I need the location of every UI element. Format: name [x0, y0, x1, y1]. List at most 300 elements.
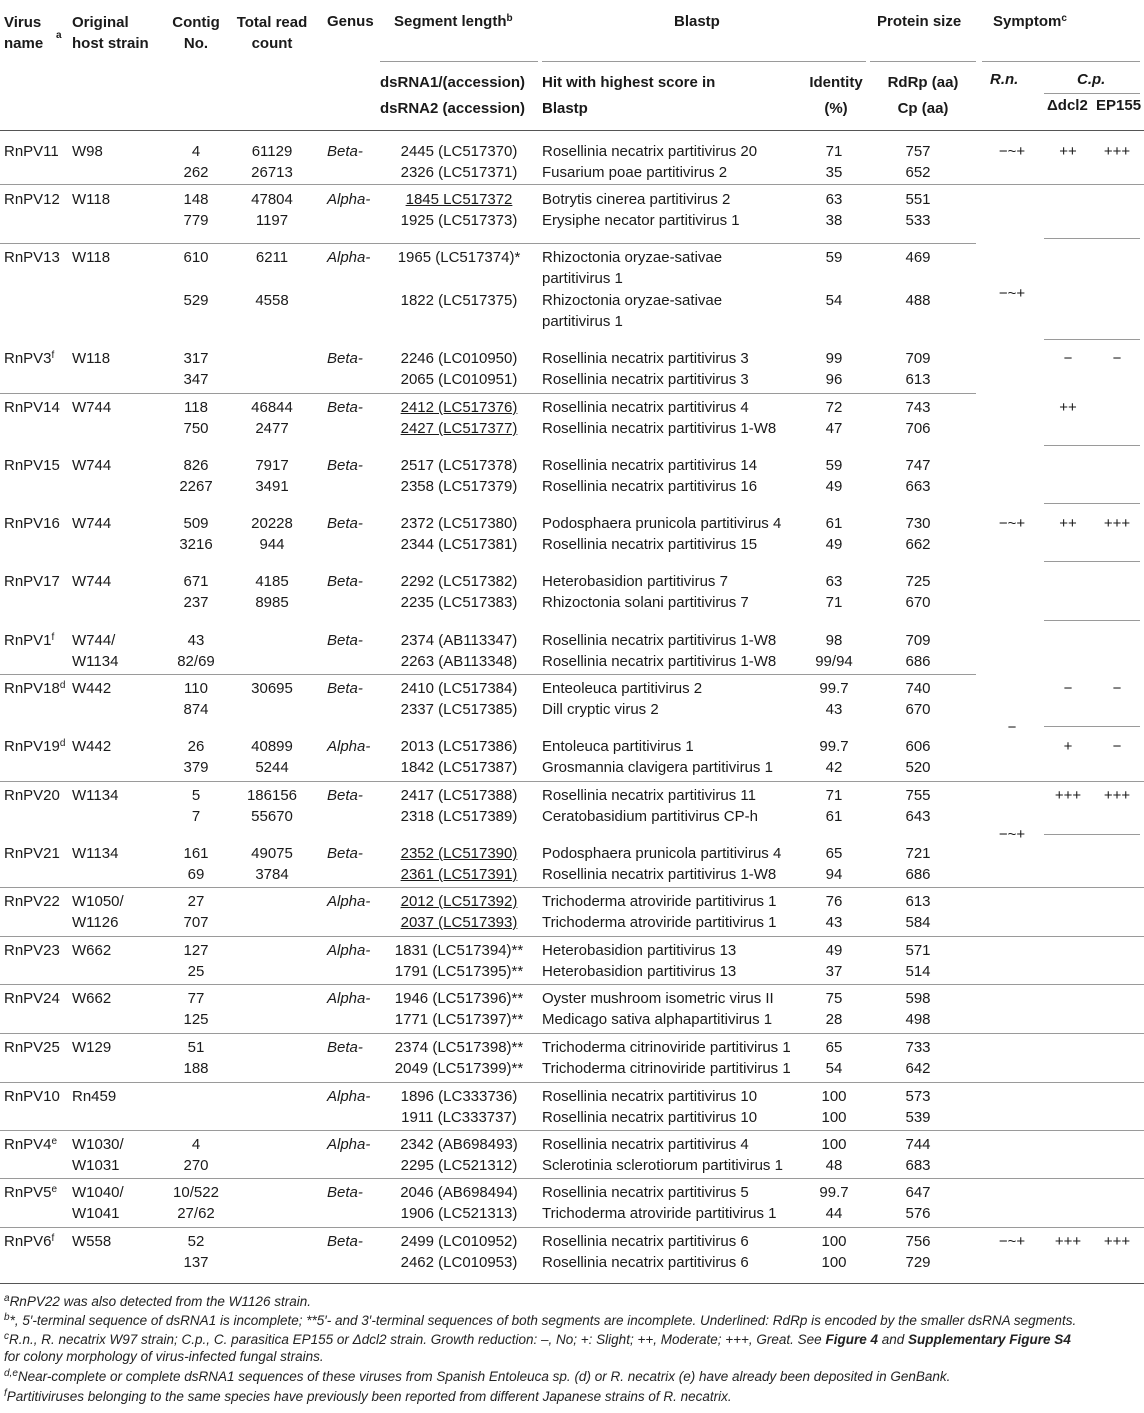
protein-size-rdrp: 551 — [905, 191, 931, 208]
blastp-hit-2: Rosellinia necatrix partitivirus 1-W8 — [542, 653, 777, 670]
segment-length-2: 2318 (LC517389) — [400, 808, 518, 825]
protein-size-cp: 662 — [905, 536, 931, 553]
protein-size-cp: 706 — [905, 420, 931, 437]
virus-name-rnpv10: RnPV10 — [4, 1088, 60, 1105]
blastp-hit-2: Dill cryptic virus 2 — [542, 701, 659, 718]
read-count-1: 47804 — [251, 191, 293, 208]
identity-2: 37 — [825, 963, 843, 980]
protein-size-cp: 539 — [905, 1109, 931, 1126]
segment-length-1: 2412 (LC517376) — [400, 399, 518, 416]
contig-2: 237 — [183, 594, 209, 611]
symptom-rn-group5: −~+ — [998, 826, 1026, 843]
virus-name-rnpv17: RnPV17 — [4, 573, 60, 590]
contig-2: 137 — [183, 1254, 209, 1271]
protein-size-cp: 520 — [905, 759, 931, 776]
host-strain: W1050/ — [72, 893, 124, 910]
genus: Alpha- — [327, 1088, 371, 1105]
identity-1: 59 — [825, 249, 843, 266]
read-count-1: 61129 — [251, 143, 293, 160]
blastp-hit-1: Rosellinia necatrix partitivirus 4 — [542, 399, 749, 416]
segment-length-2: 1906 (LC521313) — [400, 1205, 518, 1222]
host-strain: W662 — [72, 990, 112, 1007]
genus: Alpha- — [327, 942, 371, 959]
symptom-dcl2-rnpv3: − — [1063, 350, 1073, 367]
contig-2: 270 — [183, 1157, 209, 1174]
header-virus-name: Virus name a — [4, 14, 62, 52]
protein-size-cp: 642 — [905, 1060, 931, 1077]
blastp-hit-1: Rosellinia necatrix partitivirus 20 — [542, 143, 758, 160]
genus: Beta- — [327, 457, 363, 474]
virus-name-rnpv3: RnPV3$^f$ — [4, 350, 55, 367]
segment-length-2: 2235 (LC517383) — [400, 594, 518, 611]
segment-length-1: 2445 (LC517370) — [400, 143, 518, 160]
genus: Beta- — [327, 1039, 363, 1056]
virus-name-rnpv5: RnPV5e — [4, 1184, 58, 1201]
contig-2: 347 — [183, 371, 209, 388]
identity-1: 99.7 — [819, 680, 849, 697]
genus: Beta- — [327, 1233, 363, 1250]
virus-name-rnpv20: RnPV20 — [4, 787, 60, 804]
virus-name-rnpv25: RnPV25 — [4, 1039, 60, 1056]
protein-size-rdrp: 740 — [905, 680, 931, 697]
identity-2: 49 — [825, 536, 843, 553]
genus: Alpha- — [327, 738, 371, 755]
protein-size-rdrp: 571 — [905, 942, 931, 959]
host-strain-2: W1041 — [72, 1205, 120, 1222]
blastp-hit-1: Rosellinia necatrix partitivirus 5 — [542, 1184, 749, 1201]
genus: Beta- — [327, 845, 363, 862]
protein-size-cp: 729 — [905, 1254, 931, 1271]
header-identity: Identity (%) — [809, 74, 863, 117]
contig-2: 262 — [183, 164, 209, 181]
host-strain: W662 — [72, 942, 112, 959]
contig-1: 110 — [184, 680, 208, 697]
contig-1: 51 — [187, 1039, 205, 1056]
blastp-hit-1: Heterobasidion partitivirus 7 — [542, 573, 728, 590]
contig-1: 10/522 — [173, 1184, 219, 1201]
symptom-dcl2-rnpv14: ++ — [1059, 399, 1077, 416]
read-count-1: 30695 — [251, 680, 293, 697]
read-count-1: 46844 — [251, 399, 293, 416]
genus: Beta- — [327, 787, 363, 804]
symptom-ep155-rnpv20: +++ — [1103, 787, 1131, 804]
read-count-1: 6211 — [255, 249, 289, 266]
identity-1: 99.7 — [819, 738, 849, 755]
symptom-dcl2-rnpv16: ++ — [1059, 515, 1077, 532]
segment-length-2: 2358 (LC517379) — [400, 478, 518, 495]
header-genus: Genus — [327, 13, 374, 30]
identity-1: 100 — [821, 1136, 847, 1153]
contig-2: 7 — [191, 808, 201, 825]
read-count-2: 3784 — [255, 866, 289, 883]
genus: Beta- — [327, 143, 363, 160]
contig-2: 3216 — [179, 536, 213, 553]
contig-2: 69 — [187, 866, 205, 883]
identity-1: 63 — [825, 573, 843, 590]
blastp-hit-2b: partitivirus 1 — [542, 313, 623, 330]
segment-length-2: 2065 (LC010951) — [400, 371, 518, 388]
segment-length-1: 2013 (LC517386) — [400, 738, 518, 755]
segment-length-2: 1822 (LC517375) — [400, 292, 518, 309]
blastp-hit-2: Rosellinia necatrix partitivirus 3 — [542, 371, 749, 388]
blastp-hit-1: Rosellinia necatrix partitivirus 3 — [542, 350, 749, 367]
identity-1: 98 — [825, 632, 843, 649]
blastp-hit-2: Heterobasidion partitivirus 13 — [542, 963, 737, 980]
genus: Alpha- — [327, 893, 371, 910]
virus-name-rnpv11: RnPV11 — [4, 143, 59, 160]
read-count-1: 4185 — [255, 573, 289, 590]
identity-2: 54 — [825, 1060, 843, 1077]
genus: Beta- — [327, 632, 363, 649]
segment-length-2: 1771 (LC517397)** — [394, 1011, 524, 1028]
segment-length-1: 2417 (LC517388) — [400, 787, 518, 804]
symptom-rn-group2: −~+ — [998, 285, 1026, 302]
identity-2: 49 — [825, 478, 843, 495]
blastp-hit-1: Entoleuca partitivirus 1 — [542, 738, 694, 755]
footnote-c-cont: for colony morphology of virus-infected fungal strains. — [4, 1349, 324, 1364]
symptom-ep155-rnpv16: +++ — [1103, 515, 1131, 532]
contig-1: 27 — [187, 893, 205, 910]
symptom-rn-group3: −~+ — [998, 515, 1026, 532]
identity-1: 76 — [825, 893, 843, 910]
virus-name-rnpv21: RnPV21 — [4, 845, 60, 862]
blastp-hit-2: Rosellinia necatrix partitivirus 1-W8 — [542, 866, 777, 883]
symptom-ep155-rnpv3: − — [1112, 350, 1122, 367]
protein-size-rdrp: 747 — [905, 457, 931, 474]
header-cp-host: C.p. — [1077, 71, 1106, 88]
header-segment-length: Segment length$^b$ — [394, 13, 513, 30]
protein-size-rdrp: 730 — [905, 515, 931, 532]
symptom-dcl2-rnpv18: − — [1063, 680, 1073, 697]
blastp-hit-2: Sclerotinia sclerotiorum partitivirus 1 — [542, 1157, 783, 1174]
contig-2: 188 — [183, 1060, 209, 1077]
blastp-hit-1: Podosphaera prunicola partitivirus 4 — [542, 515, 782, 532]
protein-size-cp: 663 — [905, 478, 931, 495]
identity-1: 61 — [825, 515, 843, 532]
host-strain: W744 — [72, 515, 112, 532]
protein-size-cp: 670 — [905, 594, 931, 611]
blastp-hit-1: Rosellinia necatrix partitivirus 1-W8 — [542, 632, 777, 649]
protein-size-rdrp: 613 — [905, 893, 931, 910]
protein-size-rdrp: 744 — [905, 1136, 931, 1153]
segment-length-2: 1911 (LC333737) — [401, 1109, 517, 1126]
segment-length-2: 2462 (LC010953) — [400, 1254, 518, 1271]
contig-1: 43 — [187, 632, 205, 649]
contig-2: 25 — [187, 963, 205, 980]
protein-size-cp: 686 — [905, 653, 931, 670]
segment-length-2: 2326 (LC517371) — [400, 164, 518, 181]
virus-name-rnpv18: RnPV18$^d$ — [4, 680, 66, 697]
read-count-1: 40899 — [251, 738, 293, 755]
header-ep155: EP155 — [1096, 97, 1142, 114]
virus-name-rnpv22: RnPV22 — [4, 893, 60, 910]
segment-length-1: 2046 (AB698494) — [400, 1184, 518, 1201]
identity-2: 100 — [821, 1254, 847, 1271]
host-strain: W98 — [72, 143, 103, 160]
read-count-2: 1197 — [255, 212, 289, 229]
segment-length-1: 2410 (LC517384) — [400, 680, 518, 697]
read-count-2: 55670 — [251, 808, 293, 825]
blastp-hit-2: Ceratobasidium partitivirus CP-h — [542, 808, 758, 825]
contig-2: 2267 — [179, 478, 213, 495]
symptom-dcl2-rnpv11: ++ — [1059, 143, 1077, 160]
blastp-hit-1: Rosellinia necatrix partitivirus 11 — [542, 787, 756, 804]
contig-2: 82/69 — [177, 653, 215, 670]
symptom-dcl2-rnpv6: +++ — [1054, 1233, 1082, 1250]
protein-size-rdrp: 755 — [905, 787, 931, 804]
identity-2: 48 — [825, 1157, 843, 1174]
segment-length-2: 2037 (LC517393) — [400, 914, 518, 931]
identity-1: 99 — [825, 350, 843, 367]
read-count-2: 4558 — [255, 292, 289, 309]
host-strain: W744 — [72, 573, 112, 590]
header-rn: R.n. — [990, 71, 1019, 88]
virus-name-rnpv6: RnPV6$^f$ — [4, 1233, 55, 1250]
genus: Beta- — [327, 573, 363, 590]
contig-2: 379 — [183, 759, 209, 776]
identity-1: 65 — [825, 845, 843, 862]
identity-2: 35 — [825, 164, 843, 181]
header-dsrna: dsRNA1/(accession) dsRNA2 (accession) — [380, 74, 526, 117]
protein-size-cp: 576 — [905, 1205, 931, 1222]
segment-length-1: 2342 (AB698493) — [400, 1136, 518, 1153]
host-strain-2: W1031 — [72, 1157, 120, 1174]
genus: Beta- — [327, 399, 363, 416]
protein-size-rdrp: 743 — [905, 399, 931, 416]
read-count-2: 3491 — [255, 478, 289, 495]
blastp-hit-1: Rosellinia necatrix partitivirus 14 — [542, 457, 758, 474]
segment-length-2: 2049 (LC517399)** — [394, 1060, 524, 1077]
virus-name-rnpv12: RnPV12 — [4, 191, 60, 208]
segment-length-1: 2246 (LC010950) — [400, 350, 518, 367]
symptom-rn-group4: − — [1007, 719, 1017, 736]
contig-2: 125 — [183, 1011, 209, 1028]
segment-length-1: 1845 LC517372 — [405, 191, 513, 208]
protein-size-cp: 498 — [905, 1011, 931, 1028]
host-strain: W1030/ — [72, 1136, 124, 1153]
blastp-hit-2: Trichoderma citrinoviride partitivirus 1 — [542, 1060, 791, 1077]
protein-size-rdrp: 721 — [905, 845, 931, 862]
segment-length-2: 2361 (LC517391) — [400, 866, 518, 883]
identity-2: 100 — [821, 1109, 847, 1126]
blastp-hit-1: Rosellinia necatrix partitivirus 4 — [542, 1136, 749, 1153]
blastp-hit-1: Rosellinia necatrix partitivirus 10 — [542, 1088, 758, 1105]
read-count-2: 26713 — [251, 164, 293, 181]
blastp-hit-2: Trichoderma atroviride partitivirus 1 — [542, 914, 777, 931]
protein-size-rdrp: 647 — [905, 1184, 931, 1201]
header-blastp: Blastp — [674, 13, 720, 30]
contig-1: 52 — [187, 1233, 205, 1250]
header-hit: Hit with highest score in Blastp — [542, 74, 716, 117]
blastp-hit-2: Rhizoctonia solani partitivirus 7 — [542, 594, 749, 611]
blastp-hit-2: Rosellinia necatrix partitivirus 16 — [542, 478, 758, 495]
segment-length-1: 1946 (LC517396)** — [394, 990, 524, 1007]
blastp-hit-2: Rosellinia necatrix partitivirus 15 — [542, 536, 758, 553]
footnote-f: $^f$Partitiviruses belonging to the same species have previously been reported from different Japanese strains of R. necatrix. — [4, 1388, 732, 1404]
protein-size-cp: 683 — [905, 1157, 931, 1174]
segment-length-2: 1925 (LC517373) — [400, 212, 518, 229]
symptom-ep155-rnpv6: +++ — [1103, 1233, 1131, 1250]
contig-1: 4 — [191, 143, 201, 160]
genus: Alpha- — [327, 990, 371, 1007]
host-strain: W1134 — [72, 845, 119, 862]
host-strain: W1040/ — [72, 1184, 124, 1201]
symptom-dcl2-rnpv19: + — [1063, 738, 1073, 755]
host-strain: W442 — [72, 738, 112, 755]
virus-name-rnpv16: RnPV16 — [4, 515, 60, 532]
blastp-hit-1b: partitivirus 1 — [542, 270, 623, 287]
identity-2: 38 — [825, 212, 843, 229]
protein-size-rdrp: 725 — [905, 573, 931, 590]
contig-2: 529 — [183, 292, 209, 309]
contig-1: 826 — [183, 457, 209, 474]
virus-name-rnpv14: RnPV14 — [4, 399, 60, 416]
blastp-hit-1: Botrytis cinerea partitivirus 2 — [542, 191, 731, 208]
blastp-hit-2: Grosmannia clavigera partitivirus 1 — [542, 759, 773, 776]
host-strain: W744 — [72, 399, 112, 416]
blastp-hit-2: Trichoderma atroviride partitivirus 1 — [542, 1205, 777, 1222]
host-strain: Rn459 — [72, 1088, 117, 1105]
identity-1: 99.7 — [819, 1184, 849, 1201]
identity-1: 100 — [821, 1088, 847, 1105]
protein-size-rdrp: 469 — [905, 249, 931, 266]
contig-1: 317 — [183, 350, 209, 367]
header-symptom: Symptom$^c$ — [993, 13, 1067, 30]
header-total-read: Total read count — [236, 14, 308, 52]
protein-size-cp: 670 — [905, 701, 931, 718]
symptom-rn-rnpv11: −~+ — [998, 143, 1026, 160]
contig-1: 127 — [183, 942, 209, 959]
protein-size-cp: 643 — [905, 808, 931, 825]
host-strain-2: W1126 — [72, 914, 119, 931]
protein-size-rdrp: 709 — [905, 632, 931, 649]
symptom-ep155-rnpv19: − — [1112, 738, 1122, 755]
blastp-hit-2: Medicago sativa alphapartitivirus 1 — [542, 1011, 773, 1028]
identity-2: 28 — [825, 1011, 843, 1028]
blastp-hit-1: Rhizoctonia oryzae-sativae — [542, 249, 723, 266]
read-count-2: 944 — [259, 536, 285, 553]
footnote-c: $^c$R.n., R. necatrix W97 strain; C.p., C. parasitica EP155 or Δdcl2 strain. Growth reduction: –, No; +: Slight; ++, Moderate; +++, Great. See Figure 4 and Supplementary Figure S4 — [4, 1331, 1071, 1347]
identity-2: 54 — [825, 292, 843, 309]
segment-length-1: 2499 (LC010952) — [400, 1233, 518, 1250]
identity-1: 71 — [825, 787, 843, 804]
blastp-hit-1: Trichoderma citrinoviride partitivirus 1 — [542, 1039, 791, 1056]
protein-size-rdrp: 733 — [905, 1039, 931, 1056]
header-protein-size: Protein size — [877, 13, 962, 30]
identity-2: 42 — [825, 759, 843, 776]
segment-length-2: 2263 (AB113348) — [400, 653, 518, 670]
contig-2: 779 — [183, 212, 209, 229]
virus-name-rnpv24: RnPV24 — [4, 990, 60, 1007]
segment-length-2: 2344 (LC517381) — [400, 536, 518, 553]
protein-size-rdrp: 757 — [905, 143, 931, 160]
virus-name-rnpv19: RnPV19$^d$ — [4, 738, 66, 755]
protein-size-rdrp: 573 — [905, 1088, 931, 1105]
segment-length-2: 2337 (LC517385) — [400, 701, 518, 718]
read-count-1: 7917 — [255, 457, 289, 474]
blastp-hit-2: Rosellinia necatrix partitivirus 10 — [542, 1109, 758, 1126]
contig-2: 874 — [183, 701, 209, 718]
read-count-1: 186156 — [246, 787, 298, 804]
contig-1: 4 — [191, 1136, 201, 1153]
host-strain-2: W1134 — [72, 653, 119, 670]
identity-1: 59 — [825, 457, 843, 474]
segment-length-1: 2374 (AB113347) — [400, 632, 518, 649]
protein-size-cp: 652 — [905, 164, 931, 181]
virus-name-rnpv1: RnPV1$^f$ — [4, 632, 55, 649]
blastp-hit-2: Rosellinia necatrix partitivirus 1-W8 — [542, 420, 777, 437]
host-strain: W118 — [72, 249, 111, 266]
protein-size-cp: 584 — [905, 914, 931, 931]
virus-name-rnpv15: RnPV15 — [4, 457, 60, 474]
read-count-1: 20228 — [251, 515, 293, 532]
segment-length-1: 2372 (LC517380) — [400, 515, 518, 532]
contig-1: 509 — [183, 515, 209, 532]
protein-size-rdrp: 709 — [905, 350, 931, 367]
blastp-hit-1: Oyster mushroom isometric virus II — [542, 990, 774, 1007]
identity-2: 61 — [825, 808, 843, 825]
symptom-dcl2-rnpv20: +++ — [1054, 787, 1082, 804]
contig-1: 671 — [183, 573, 209, 590]
host-strain: W118 — [72, 191, 111, 208]
host-strain: W129 — [72, 1039, 112, 1056]
genus: Alpha- — [327, 249, 371, 266]
blastp-hit-2: Erysiphe necator partitivirus 1 — [542, 212, 740, 229]
identity-1: 65 — [825, 1039, 843, 1056]
genus: Alpha- — [327, 1136, 371, 1153]
segment-length-1: 1831 (LC517394)** — [394, 942, 524, 959]
virus-name-rnpv13: RnPV13 — [4, 249, 60, 266]
virus-name-rnpv23: RnPV23 — [4, 942, 60, 959]
identity-1: 49 — [825, 942, 843, 959]
genus: Beta- — [327, 680, 363, 697]
identity-2: 94 — [825, 866, 843, 883]
read-count-2: 2477 — [255, 420, 289, 437]
protein-size-cp: 613 — [905, 371, 931, 388]
identity-2: 43 — [825, 701, 843, 718]
segment-length-1: 2352 (LC517390) — [400, 845, 518, 862]
header-protein-units: RdRp (aa) Cp (aa) — [887, 74, 959, 117]
segment-length-1: 2012 (LC517392) — [400, 893, 518, 910]
blastp-hit-2: Fusarium poae partitivirus 2 — [542, 164, 728, 181]
segment-length-2: 1842 (LC517387) — [400, 759, 518, 776]
segment-length-2: 1791 (LC517395)** — [394, 963, 524, 980]
identity-1: 75 — [825, 990, 843, 1007]
blastp-hit-1: Podosphaera prunicola partitivirus 4 — [542, 845, 782, 862]
header-original-host: Original host strain — [72, 14, 149, 52]
genus: Beta- — [327, 515, 363, 532]
contig-1: 5 — [191, 787, 201, 804]
blastp-hit-2: Rhizoctonia oryzae-sativae — [542, 292, 723, 309]
identity-2: 47 — [825, 420, 843, 437]
host-strain: W118 — [72, 350, 111, 367]
read-count-2: 5244 — [255, 759, 289, 776]
identity-1: 63 — [825, 191, 843, 208]
protein-size-cp: 533 — [905, 212, 931, 229]
segment-length-1: 2374 (LC517398)** — [394, 1039, 524, 1056]
host-strain: W744 — [72, 457, 112, 474]
identity-1: 100 — [821, 1233, 847, 1250]
host-strain: W558 — [72, 1233, 112, 1250]
symptom-rn-rnpv6: −~+ — [998, 1233, 1026, 1250]
segment-length-1: 1965 (LC517374)* — [397, 249, 521, 266]
contig-2: 750 — [183, 420, 209, 437]
blastp-hit-1: Enteoleuca partitivirus 2 — [542, 680, 703, 697]
footnote-a: $^a$RnPV22 was also detected from the W1126 strain. — [4, 1293, 311, 1309]
header-dcl2: Δdcl2 — [1047, 97, 1088, 114]
identity-1: 71 — [825, 143, 843, 160]
identity-2: 96 — [825, 371, 843, 388]
